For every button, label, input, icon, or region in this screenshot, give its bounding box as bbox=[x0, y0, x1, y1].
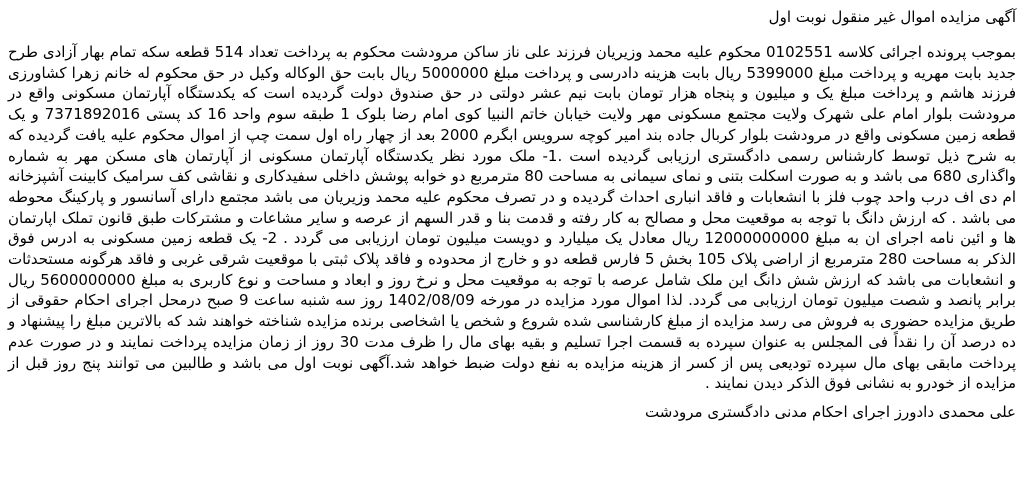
notice-signature: علی محمدی دادورز اجرای احکام مدنی دادگستری مرودشت bbox=[645, 402, 1016, 421]
notice-title: آگهی مزایده اموال غیر منقول نوبت اول bbox=[768, 8, 1016, 26]
notice-body: بموجب پرونده اجرائی کلاسه 0102551 محکوم علیه محمد وزیریان فرزند علی ناز ساکن مرودشت محکوم به پرداخت تعداد 514 قطعه سکه تمام بهار آزادی طرح جدید بابت مهریه و پرداخت مبلغ 5399000 ریال بابت هزینه دادرسی و پرداخت مبلغ 5000000 ریال بابت حق الوکاله وکیل در حق محکوم له خانم زهرا کشاورزی فرزند هاشم و پرداخت مبلغ یک و میلیون و پنجاه هزار تومان بابت نیم عشر دولتی در حق صندوق دولت گردیده است که یکدستگاه آپارتمان مسکونی واقع در مرودشت بلوار امام علی شهرک ولایت مجتمع مسکونی مهر ولایت خیابان خاتم النبیا کوی امام رضا بلوک 1 طبقه سوم واحد 16 کد پستی 7371892016 و یک قطعه زمین مسکونی واقع در مرودشت بلوار کربال جاده بند امیر کوچه سرویس ابگرم 2000 بعد از چهار راه اول سمت چپ از اموال محکوم علیه یافت گردیده که به شرح ذیل توسط کارشناس رسمی دادگستری ارزیابی گردیده است .1- ملک مورد نظر یکدستگاه آپارتمان مسکونی از آپارتمان های مسکن مهر به شماره واگذاری 680 می باشد و به صورت اسکلت بتنی و نمای سیمانی به مساحت 80 مترمربع دو خوابه پوشش داخلی سفیدکاری و نقاشی کف سرامیک کابینت آشپزخانه ام دی اف درب واحد چوب فلز با انشعابات و فاقد انباری احداث گردیده و در تصرف محکوم علیه محمد وزیریان می باشد مجتمع دارای آسانسور و پارکینگ محوطه می باشد . که ارزش دانگ با توجه به موقعیت محل و مصالح به کار رفته و قدمت بنا و قدر السهم از عرصه و سایر مشاعات و مشترکات طبق قانون تملک اپارتمان ها و ائین نامه اجرای ان به مبلغ 12000000000 ریال معادل یک میلیارد و دویست میلیون تومان ارزیابی می گردد . 2- یک قطعه زمین مسکونی به ادرس فوق الذکر به مساحت 280 مترمربع از اراضی پلاک 105 بخش 5 فارس قطعه دو و خارج از محدوده و فاقد پلاک ثبتی با موقعیت شرقی غربی و فاقد هرگونه مستحدثات و انشعابات می باشد که ارزش شش دانگ این ملک شامل عرصه با توجه به موقعیت محل و نرخ روز و ابعاد و مساحت و نوع کاربری به مبلغ 5600000000 ریال برابر پانصد و شصت میلیون تومان ارزیابی می گردد. لذا اموال مورد مزایده در مورخه 1402/08/09 روز سه شنبه ساعت 9 صبح درمحل اجرای احکام حقوقی از طریق مزایده حضوری به فروش می رسد مزایده از مبلغ کارشناسی شده شروع و شخص یا اشخاصی برنده مزایده شناخته خواهند شد که بالاترین مبلغ را پیشنهاد و ده درصد آن را نقداً فی المجلس به عنوان سپرده به قسمت اجرا تسلیم و بقیه بهای مال را ظرف مدت 30 روز از زمان مزایده پرداخت نمایند و در صورت عدم پرداخت مابقی بهای مال سپرده تودیعی پس از کسر از هزینه مزایده به نفع دولت ضبط خواهد شد.آگهی نوبت اول می باشد و طالبین می توانند پنج روز قبل از مزایده از خودرو به نشانی فوق الذکر دیدن نمایند . bbox=[8, 43, 1017, 393]
